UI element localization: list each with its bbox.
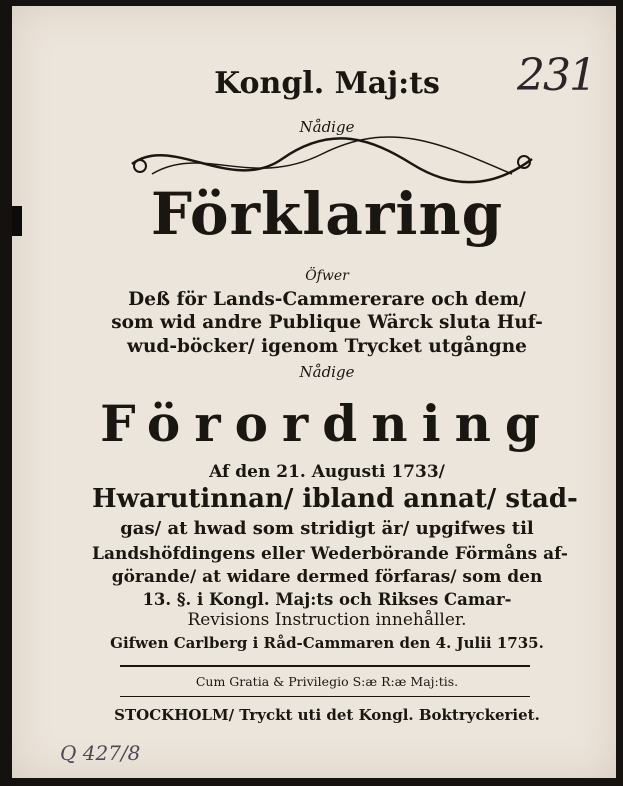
title-nadige: Nådige [299,118,355,136]
privilege-line: Cum Gratia & Privilegio S:æ R:æ Maj:tis. [195,674,459,689]
date-line: Af den 21. Augusti 1733/ [209,462,445,482]
title-forklaring: Förklaring [150,180,504,248]
body-line-1: Deß för Lands-Cammererare och dem/ [128,289,526,310]
line-ofwer: Öfwer [305,268,349,284]
body-line-8: 13. §. i Kongl. Maj:ts och Rikses Camar- [142,590,512,609]
body-line-3: wud-böcker/ igenom Trycket utgångne [127,336,527,357]
body-line-4: Hwarutinnan/ ibland annat/ stad- [92,484,578,514]
body-line-2: som wid andre Publique Wärck sluta Huf- [111,312,543,333]
body-line-6: Landshöfdingens eller Wederbörande Förmåns af- [92,544,568,564]
document-page [12,6,616,778]
title-forordning: Förordning [100,394,554,453]
handwritten-number: 231 [517,50,595,101]
given-line: Gifwen Carlberg i Råd-Cammaren den 4. Julii 1735. [110,634,544,652]
body-line-9: Revisions Instruction innehåller. [187,610,467,630]
page-marker [12,206,22,236]
line-nadige: Nådige [299,363,355,381]
divider-rule-bottom [120,696,530,697]
body-line-5: gas/ at hwad som stridigt är/ upgifwes til [120,518,534,539]
body-line-7: görande/ at widare dermed förfaras/ som den [111,567,543,587]
imprint-line: STOCKHOLM/ Tryckt uti det Kongl. Boktryckeriet. [114,706,540,724]
divider-rule-top [120,665,530,667]
title-kongl-majts: Kongl. Maj:ts [214,66,440,101]
handwritten-reference: Q 427/8 [60,741,141,765]
